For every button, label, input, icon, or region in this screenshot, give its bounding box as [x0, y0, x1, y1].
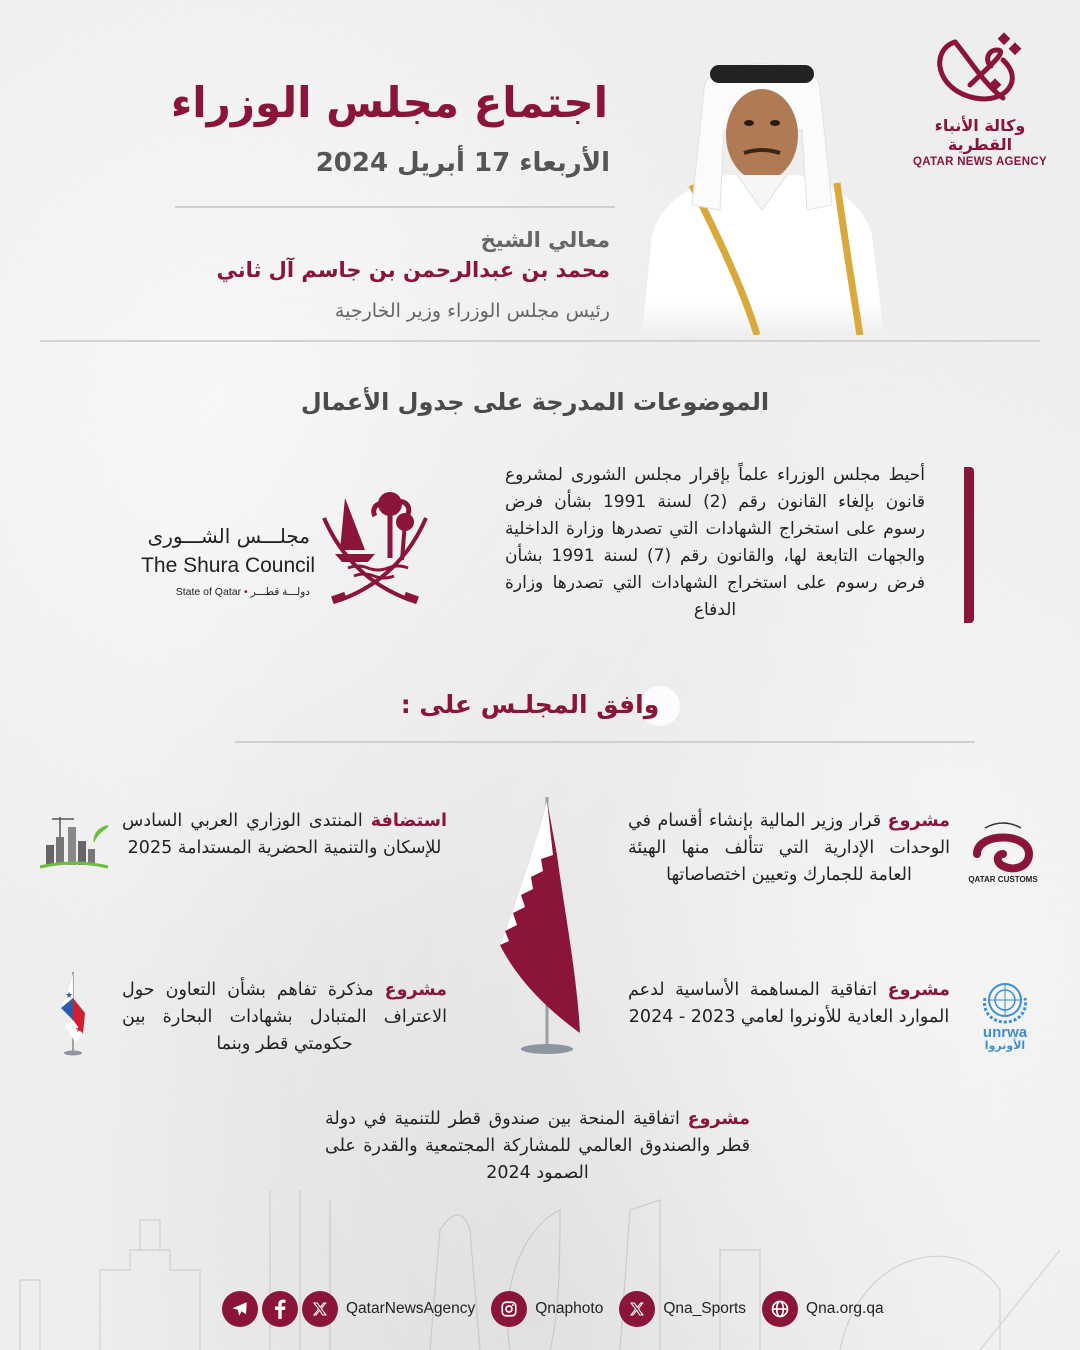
qatar-flag-icon: [495, 795, 605, 1057]
divider: [235, 741, 975, 743]
x-icon[interactable]: [619, 1291, 655, 1327]
prime-minister-name: محمد بن عبدالرحمن بن جاسم آل ثاني: [216, 258, 610, 282]
divider: [175, 206, 615, 208]
globe-icon[interactable]: [762, 1291, 798, 1327]
unrwa-logo: unrwa الأونروا: [972, 975, 1038, 1055]
qna-logo-english: QATAR NEWS AGENCY: [913, 156, 1047, 168]
prime-minister-role: رئيس مجلس الوزراء وزير الخارجية: [334, 300, 610, 322]
approved-item-unrwa: مشروع اتفاقية المساهمة الأساسية لدعم الموارد العادية للأونروا لعامي 2023 - 2024: [628, 980, 950, 1027]
qna-logo: [905, 30, 1055, 168]
svg-text:QATAR CUSTOMS: QATAR CUSTOMS: [968, 875, 1038, 884]
meeting-date: الأربعاء 17 أبريل 2024: [315, 148, 610, 178]
accent-bar: [964, 467, 974, 623]
approved-section-title: وافق المجلـس على :: [0, 690, 1080, 719]
sustainable-city-icon: [38, 815, 110, 875]
divider: [40, 340, 1040, 342]
social-links-footer: [222, 1290, 900, 1328]
panama-flag-icon: [55, 968, 100, 1058]
instagram-icon[interactable]: [491, 1291, 527, 1327]
page-title: اجتماع مجلس الوزراء: [170, 78, 608, 127]
qatarnewsagency-link[interactable]: QatarNewsAgency: [346, 1300, 476, 1317]
shura-council-logo: [130, 488, 430, 608]
approved-item-panama: مشروع مذكرة تفاهم بشأن التعاون حول الاعتراف المتبادل بشهادات البحارة بين حكومتي قطر وبنما: [122, 980, 447, 1054]
shura-logo-english: The Shura Council: [141, 554, 315, 577]
x-icon[interactable]: [302, 1291, 338, 1327]
person-portrait-icon: [632, 35, 892, 335]
qna-logo-arabic: وكالة الأنباء القطرية: [934, 116, 1026, 154]
shura-emblem-icon: [320, 488, 430, 608]
approved-item-customs: مشروع قرار وزير المالية بإنشاء أقسام في الوحدات الإدارية التي تتألف منها الهيئة العامة للجمارك وتعيين اختصاصاتها: [628, 811, 950, 885]
qatar-customs-logo: [963, 810, 1043, 890]
svg-text:★: ★: [65, 991, 74, 1001]
shura-logo-arabic: مجلـــس الشـــورى: [147, 524, 310, 548]
agenda-section-title: الموضوعات المدرجة على جدول الأعمال: [300, 388, 770, 416]
telegram-icon[interactable]: [222, 1291, 258, 1327]
svg-text:★: ★: [75, 1025, 84, 1035]
qnaphoto-link[interactable]: Qnaphoto: [535, 1300, 604, 1317]
qna-emblem-icon: [925, 30, 1035, 112]
facebook-icon[interactable]: [262, 1291, 298, 1327]
shura-logo-subtitle: State of Qatar • دولـــة قطـــر: [175, 586, 310, 598]
shura-notice-text: أحيط مجلس الوزراء علماً بإقرار مجلس الشورى لمشروع قانون بإلغاء القانون رقم (2) لسنة 1991 بشأن فرض رسوم على استخراج الشهادات التي تصدرها وزارة الداخلية والجهات التابعة لها، والقانون رقم (7) لسنة 1991 بشأن فرض رسوم على استخراج الشهادات التي تصدرها وزارة الدفاع: [505, 465, 925, 620]
qna-website-link[interactable]: Qna.org.qa: [806, 1300, 884, 1317]
approved-item-forum: استضافة المنتدى الوزاري العربي السادس للإسكان والتنمية الحضرية المستدامة 2025: [122, 811, 447, 858]
honorific: معالي الشيخ: [480, 228, 610, 252]
qna-sports-link[interactable]: Qna_Sports: [663, 1300, 747, 1317]
approved-item-fund: مشروع اتفاقية المنحة بين صندوق قطر للتنمية في دولة قطر والصندوق العالمي للمشاركة المجتمعية والقدرة على الصمود 2024: [325, 1109, 750, 1183]
